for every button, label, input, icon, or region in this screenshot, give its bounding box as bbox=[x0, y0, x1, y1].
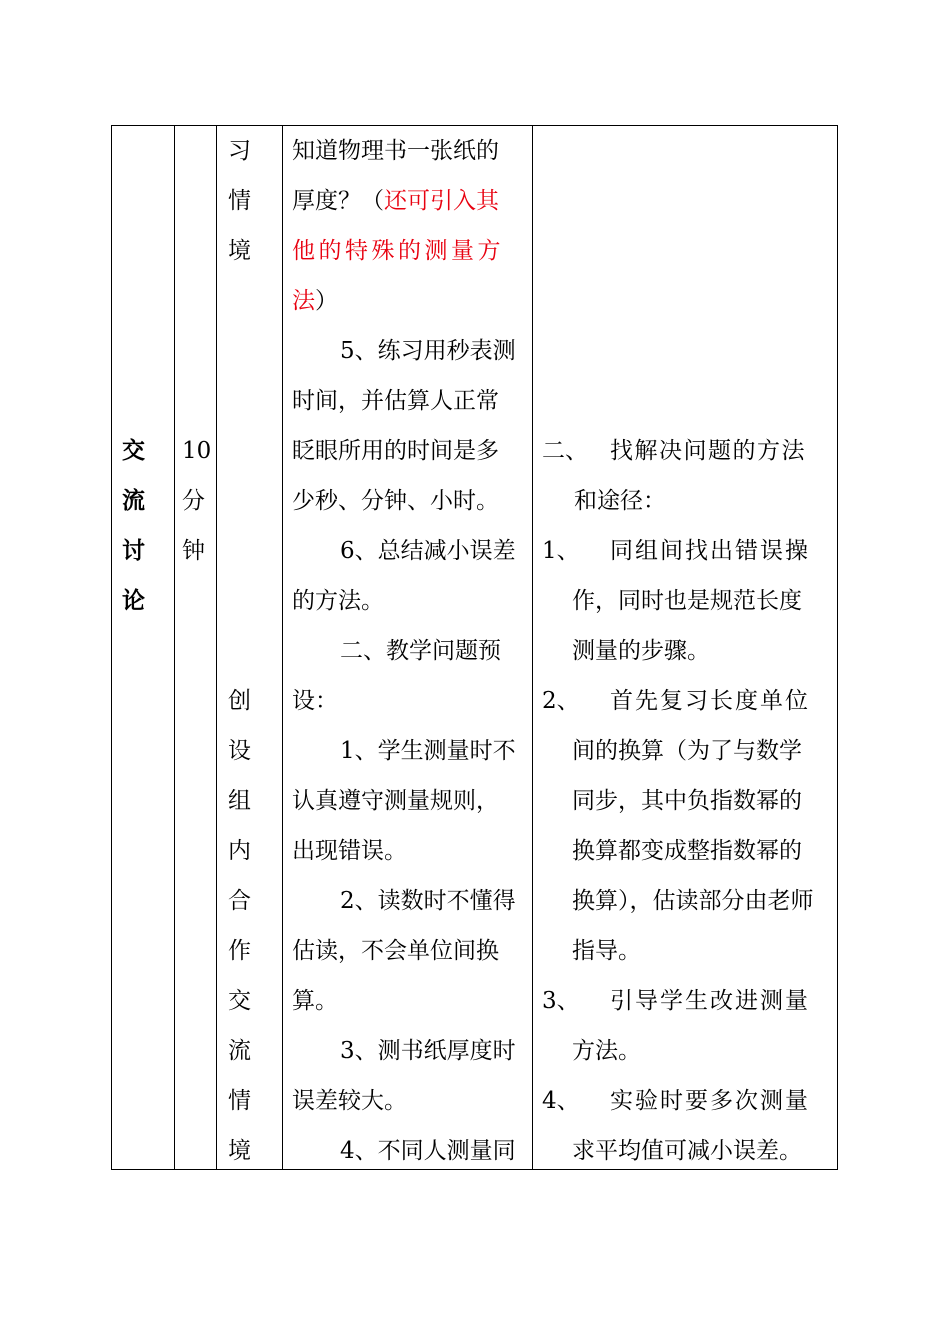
situation-char: 境 bbox=[228, 238, 251, 264]
time-column bbox=[174, 126, 216, 1169]
red-note: 他的特殊的测量方 bbox=[292, 238, 504, 264]
stage-char: 论 bbox=[122, 587, 145, 614]
situation-char: 流 bbox=[228, 1038, 251, 1064]
situation-char: 创 bbox=[228, 688, 251, 714]
section-heading-cont: 和途径： bbox=[574, 488, 666, 514]
situation-char: 交 bbox=[228, 988, 251, 1014]
item-text: 求平均值可减小误差。 bbox=[572, 1138, 802, 1164]
item-text: 测量的步骤。 bbox=[572, 638, 710, 664]
content-line: 知道物理书一张纸的 bbox=[292, 138, 499, 164]
content-line: 出现错误。 bbox=[292, 838, 407, 864]
situation-char: 内 bbox=[228, 838, 251, 864]
situation-column bbox=[216, 126, 282, 1169]
content-line: 的方法。 bbox=[292, 588, 384, 614]
red-note: 法 bbox=[292, 288, 315, 314]
section-number: 二、 bbox=[542, 438, 588, 464]
content-line: 5、练习用秒表测 bbox=[340, 338, 516, 364]
item-text: 同组间找出错误操 bbox=[610, 538, 810, 564]
content-line: 算。 bbox=[292, 988, 338, 1014]
red-note: 还可引入其 bbox=[384, 188, 499, 214]
content-line bbox=[292, 276, 338, 326]
situation-char: 情 bbox=[228, 188, 251, 214]
item-text: 换算都变成整指数幂的 bbox=[572, 838, 802, 864]
content-line: 6、总结减小误差 bbox=[340, 538, 516, 564]
situation-char: 设 bbox=[228, 738, 251, 764]
content-line: 2、读数时不懂得 bbox=[340, 888, 516, 914]
situation-char: 情 bbox=[228, 1088, 251, 1114]
stage-char: 讨 bbox=[122, 537, 145, 564]
item-text: 引导学生改进测量 bbox=[610, 988, 810, 1014]
content-text: ） bbox=[315, 288, 338, 314]
content-line bbox=[292, 176, 499, 226]
content-line: 1、学生测量时不 bbox=[340, 738, 516, 764]
content-line: 误差较大。 bbox=[292, 1088, 407, 1114]
item-text: 换算），估读部分由老师 bbox=[572, 888, 814, 914]
situation-char: 组 bbox=[228, 788, 251, 814]
stage-char: 流 bbox=[122, 487, 145, 514]
content-line: 认真遵守测量规则， bbox=[292, 788, 499, 814]
time-char: 分 bbox=[182, 488, 205, 514]
item-number: 4、 bbox=[542, 1088, 580, 1114]
item-text: 指导。 bbox=[572, 938, 641, 964]
item-text: 实验时要多次测量 bbox=[610, 1088, 810, 1114]
lesson-table bbox=[111, 125, 838, 1170]
content-line: 3、测书纸厚度时 bbox=[340, 1038, 516, 1064]
section-heading: 找解决问题的方法 bbox=[610, 438, 806, 464]
item-text: 间的换算（为了与数学 bbox=[572, 738, 802, 764]
item-text: 同步，其中负指数幂的 bbox=[572, 788, 802, 814]
item-text: 方法。 bbox=[572, 1038, 641, 1064]
content-text: 厚度？（ bbox=[292, 188, 384, 214]
stage-char: 交 bbox=[122, 437, 145, 464]
content-line: 设： bbox=[292, 688, 338, 714]
content-line: 眨眼所用的时间是多 bbox=[292, 438, 499, 464]
content-line: 4、不同人测量同 bbox=[340, 1138, 516, 1164]
content-line: 二、教学问题预 bbox=[340, 638, 501, 664]
item-text: 首先复习长度单位 bbox=[610, 688, 810, 714]
situation-char: 合 bbox=[228, 888, 251, 914]
situation-char: 习 bbox=[228, 138, 251, 164]
content-line: 少秒、分钟、小时。 bbox=[292, 488, 499, 514]
time-value: 10 bbox=[182, 438, 212, 464]
item-number: 2、 bbox=[542, 688, 580, 714]
situation-char: 作 bbox=[228, 938, 251, 964]
content-line: 时间，并估算人正常 bbox=[292, 388, 499, 414]
time-char: 钟 bbox=[182, 538, 205, 564]
content-line: 估读，不会单位间换 bbox=[292, 938, 499, 964]
stage-column bbox=[112, 126, 174, 1169]
content-column bbox=[282, 126, 532, 1169]
activity-column bbox=[532, 126, 839, 1169]
item-number: 3、 bbox=[542, 988, 580, 1014]
item-number: 1、 bbox=[542, 538, 580, 564]
situation-char: 境 bbox=[228, 1138, 251, 1164]
item-text: 作，同时也是规范长度 bbox=[572, 588, 802, 614]
